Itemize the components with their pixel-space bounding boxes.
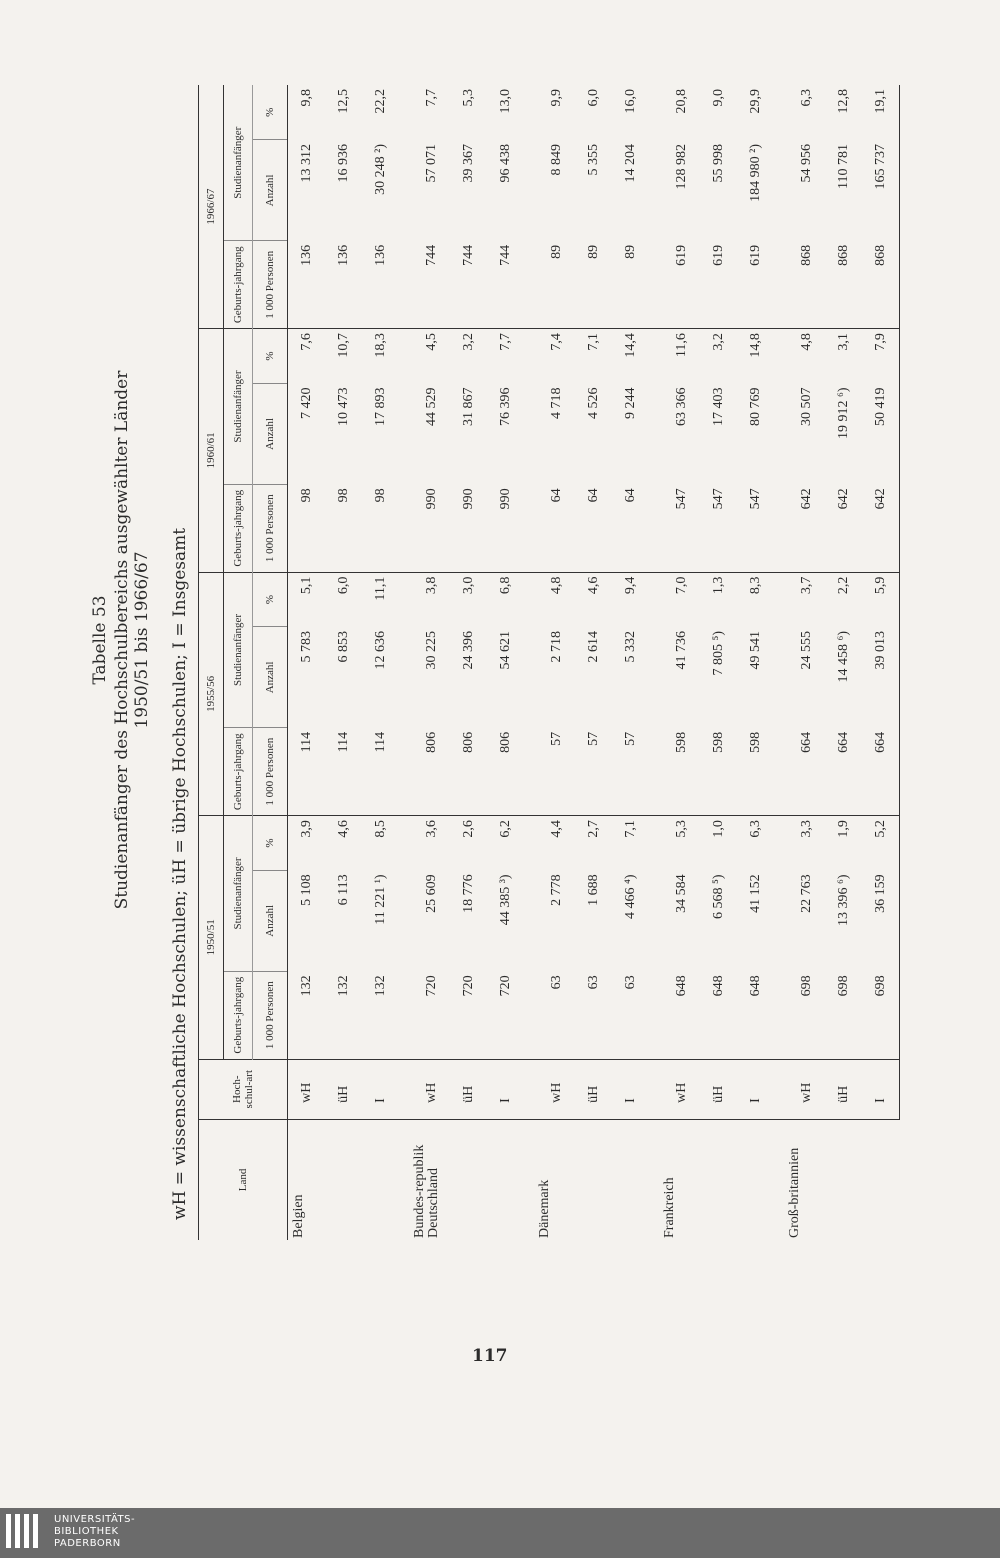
cell-personen: 64	[524, 484, 575, 572]
table-title: Studienanfänger des Hochschulbereichs ausgewählter Länder	[112, 370, 132, 910]
cell-hochschulart: wH	[524, 1059, 575, 1119]
cell-anzahl: 31 867	[460, 387, 476, 426]
cell-personen: 990	[487, 484, 524, 572]
cell-anzahl: 13 312	[298, 144, 314, 183]
cell-hochschulart: I	[862, 1059, 900, 1119]
cell-hochschulart: üH	[325, 1059, 362, 1119]
cell-personen: 136	[288, 241, 326, 329]
cell-personen: 598	[700, 728, 737, 816]
header-prozent: %	[253, 85, 288, 140]
cell-hochschulart: I	[737, 1059, 774, 1119]
cell-personen: 648	[700, 971, 737, 1059]
cell-personen: 89	[575, 241, 612, 329]
cell-anzahl: 44 529	[423, 387, 439, 426]
cell-prozent: 6,3	[747, 820, 763, 838]
cell-anzahl: 54 621	[497, 630, 513, 670]
cell-hochschulart: wH	[774, 1059, 825, 1119]
cell-personen: 98	[362, 484, 399, 572]
cell-personen: 698	[862, 971, 900, 1059]
cell-personen: 57	[612, 728, 649, 816]
cell-prozent: 6,0	[335, 576, 351, 595]
cell-personen: 57	[524, 728, 575, 816]
cell-anzahl: 2 718	[548, 630, 564, 663]
cell-prozent: 3,0	[460, 576, 476, 595]
cell-personen: 132	[362, 971, 399, 1059]
library-footer	[0, 1508, 1000, 1558]
header-personen: 1 000 Personen	[253, 971, 288, 1059]
cell-prozent: 12,5	[335, 89, 351, 114]
cell-prozent: 7,6	[298, 333, 314, 351]
cell-prozent: 3,9	[298, 820, 314, 838]
header-prozent: %	[253, 816, 288, 871]
cell-personen: 619	[700, 241, 737, 329]
cell-prozent: 11,1	[372, 576, 388, 601]
cell-prozent: 8,5	[372, 820, 388, 838]
cell-anzahl: 165 737	[862, 140, 900, 241]
cell-prozent: 12,8	[835, 89, 851, 114]
cell-prozent: 7,1	[585, 333, 601, 351]
cell-personen: 642	[862, 484, 900, 572]
cell-personen: 744	[399, 241, 450, 329]
cell-prozent: 3,1	[835, 333, 851, 351]
cell-personen: 114	[288, 728, 326, 816]
cell-anzahl: 5 332	[622, 630, 638, 663]
cell-prozent: 7,1	[622, 820, 638, 838]
cell-prozent: 7,0	[673, 576, 689, 595]
cell-anzahl: 24 555	[798, 630, 814, 670]
header-year-1960: 1960/61	[199, 329, 224, 572]
cell-anzahl: 7 805 ⁵)	[710, 630, 726, 676]
header-studienanfaenger: Studienanfänger	[224, 572, 253, 728]
cell-hochschulart: wH	[399, 1059, 450, 1119]
cell-anzahl: 14 458 ⁶)	[835, 630, 851, 683]
cell-prozent: 4,5	[423, 333, 439, 351]
table-row	[612, 85, 649, 1240]
cell-personen: 868	[774, 241, 825, 329]
cell-anzahl: 76 396	[497, 387, 513, 426]
table-row	[325, 85, 362, 1240]
cell-prozent: 29,9	[747, 89, 763, 114]
cell-prozent: 4,6	[335, 820, 351, 838]
cell-personen: 89	[524, 241, 575, 329]
cell-anzahl: 6 113	[335, 874, 351, 906]
cell-anzahl: 1 688	[585, 874, 601, 906]
cell-personen: 64	[575, 484, 612, 572]
header-hochschulart: Hoch-schul-art	[199, 1059, 288, 1119]
table-row	[700, 85, 737, 1240]
table-row	[825, 85, 862, 1240]
table-row	[399, 85, 450, 1240]
cell-prozent: 4,4	[548, 820, 564, 838]
cell-personen: 990	[450, 484, 487, 572]
cell-prozent: 7,9	[862, 329, 900, 384]
cell-prozent: 3,2	[460, 333, 476, 351]
cell-personen: 547	[649, 484, 700, 572]
cell-personen: 619	[649, 241, 700, 329]
cell-hochschulart: üH	[700, 1059, 737, 1119]
cell-personen: 598	[649, 728, 700, 816]
cell-prozent: 7,7	[423, 89, 439, 107]
cell-prozent: 19,1	[862, 85, 900, 140]
cell-prozent: 14,8	[747, 333, 763, 358]
cell-personen: 136	[325, 241, 362, 329]
header-geburtsjahrgang: Geburts-jahrgang	[224, 971, 253, 1059]
cell-land: Belgien	[291, 1194, 306, 1238]
cell-anzahl: 2 778	[548, 874, 564, 906]
cell-anzahl: 80 769	[747, 387, 763, 426]
cell-anzahl: 34 584	[673, 874, 689, 913]
cell-anzahl: 12 636	[372, 630, 388, 670]
cell-anzahl: 19 912 ⁶)	[835, 387, 851, 440]
cell-prozent: 6,2	[497, 820, 513, 838]
header-studienanfaenger: Studienanfänger	[224, 816, 253, 972]
header-personen: 1 000 Personen	[253, 484, 288, 572]
cell-personen: 698	[825, 971, 862, 1059]
header-year-1950: 1950/51	[199, 816, 224, 1059]
cell-anzahl: 96 438	[497, 144, 513, 183]
table-row	[487, 85, 524, 1240]
cell-anzahl: 17 893	[372, 387, 388, 426]
cell-prozent: 16,0	[622, 89, 638, 114]
cell-personen: 132	[288, 971, 326, 1059]
cell-land: Frankreich	[662, 1177, 677, 1238]
cell-anzahl: 128 982	[673, 144, 689, 190]
cell-anzahl: 30 248 ²)	[372, 144, 388, 195]
header-land: Land	[199, 1119, 288, 1240]
table-body	[288, 85, 900, 1240]
header-anzahl: Anzahl	[253, 383, 288, 484]
cell-anzahl: 4 466 ⁴)	[622, 874, 638, 919]
header-anzahl: Anzahl	[253, 140, 288, 241]
cell-anzahl: 6 853	[335, 630, 351, 663]
cell-prozent: 5,9	[862, 572, 900, 627]
page-number: 117	[472, 1346, 508, 1366]
cell-personen: 744	[450, 241, 487, 329]
header-studienanfaenger: Studienanfänger	[224, 85, 253, 241]
header-prozent: %	[253, 572, 288, 627]
cell-anzahl: 24 396	[460, 630, 476, 670]
cell-anzahl: 57 071	[423, 144, 439, 183]
cell-prozent: 9,8	[298, 89, 314, 107]
table-row	[862, 85, 900, 1240]
table-row	[362, 85, 399, 1240]
header-anzahl: Anzahl	[253, 627, 288, 728]
cell-anzahl: 110 781	[835, 144, 851, 189]
cell-hochschulart: üH	[825, 1059, 862, 1119]
cell-anzahl: 184 980 ²)	[747, 144, 763, 202]
table-legend: wH = wissenschaftliche Hochschulen; üH = übrige Hochschulen; I = Insgesamt	[170, 527, 190, 1220]
cell-anzahl: 30 507	[798, 387, 814, 426]
cell-prozent: 8,3	[747, 576, 763, 595]
cell-personen: 63	[575, 971, 612, 1059]
cell-personen: 720	[399, 971, 450, 1059]
cell-personen: 698	[774, 971, 825, 1059]
cell-anzahl: 10 473	[335, 387, 351, 426]
cell-anzahl: 4 526	[585, 387, 601, 419]
header-studienanfaenger: Studienanfänger	[224, 329, 253, 485]
cell-personen: 98	[325, 484, 362, 572]
cell-hochschulart: wH	[288, 1059, 326, 1119]
cell-personen: 990	[399, 484, 450, 572]
header-year-1966: 1966/67	[199, 85, 224, 329]
cell-anzahl: 36 159	[862, 870, 900, 971]
cell-prozent: 6,8	[497, 576, 513, 595]
cell-personen: 664	[825, 728, 862, 816]
cell-personen: 806	[487, 728, 524, 816]
rotated-table-block	[90, 40, 910, 1240]
cell-prozent: 10,7	[335, 333, 351, 358]
cell-prozent: 2,6	[460, 820, 476, 838]
cell-prozent: 3,6	[423, 820, 439, 838]
cell-prozent: 14,4	[622, 333, 638, 358]
cell-anzahl: 2 614	[585, 630, 601, 663]
cell-prozent: 9,9	[548, 89, 564, 107]
cell-personen: 547	[737, 484, 774, 572]
cell-anzahl: 63 366	[673, 387, 689, 426]
cell-anzahl: 11 221 ¹)	[372, 874, 388, 925]
cell-hochschulart: I	[612, 1059, 649, 1119]
cell-prozent: 3,8	[423, 576, 439, 595]
cell-personen: 744	[487, 241, 524, 329]
table-row	[649, 85, 700, 1240]
table-row	[737, 85, 774, 1240]
cell-hochschulart: üH	[450, 1059, 487, 1119]
cell-personen: 64	[612, 484, 649, 572]
cell-prozent: 3,7	[798, 576, 814, 595]
cell-anzahl: 17 403	[710, 387, 726, 426]
cell-anzahl: 6 568 ⁵)	[710, 874, 726, 919]
cell-prozent: 20,8	[673, 89, 689, 114]
header-prozent: %	[253, 329, 288, 384]
cell-anzahl: 54 956	[798, 144, 814, 183]
library-name: UNIVERSITÄTS- BIBLIOTHEK PADERBORN	[54, 1514, 136, 1549]
table-row	[774, 85, 825, 1240]
cell-land: Dänemark	[537, 1179, 552, 1238]
table-row	[524, 85, 575, 1240]
cell-anzahl: 30 225	[423, 630, 439, 670]
cell-land: Bundes-republik Deutschland	[412, 1144, 441, 1238]
cell-personen: 720	[450, 971, 487, 1059]
cell-personen: 57	[575, 728, 612, 816]
cell-personen: 648	[737, 971, 774, 1059]
table-period: 1950/51 bis 1966/67	[132, 551, 152, 729]
cell-anzahl: 39 367	[460, 144, 476, 183]
table-number: Tabelle 53	[90, 595, 110, 685]
cell-prozent: 9,0	[710, 89, 726, 107]
cell-anzahl: 49 541	[747, 630, 763, 670]
cell-prozent: 5,1	[298, 576, 314, 595]
header-geburtsjahrgang: Geburts-jahrgang	[224, 728, 253, 816]
cell-prozent: 7,4	[548, 333, 564, 351]
cell-personen: 720	[487, 971, 524, 1059]
table-row	[450, 85, 487, 1240]
cell-prozent: 5,3	[460, 89, 476, 107]
cell-personen: 648	[649, 971, 700, 1059]
cell-anzahl: 39 013	[862, 627, 900, 728]
cell-personen: 132	[325, 971, 362, 1059]
header-geburtsjahrgang: Geburts-jahrgang	[224, 241, 253, 329]
header-year-1955: 1955/56	[199, 572, 224, 815]
cell-anzahl: 5 108	[298, 874, 314, 906]
cell-prozent: 1,9	[835, 820, 851, 838]
cell-anzahl: 5 783	[298, 630, 314, 663]
cell-prozent: 2,7	[585, 820, 601, 838]
cell-anzahl: 7 420	[298, 387, 314, 419]
header-personen: 1 000 Personen	[253, 728, 288, 816]
cell-personen: 868	[825, 241, 862, 329]
cell-prozent: 5,3	[673, 820, 689, 838]
cell-anzahl: 44 385 ³)	[497, 874, 513, 926]
cell-prozent: 4,8	[798, 333, 814, 351]
cell-anzahl: 9 244	[622, 387, 638, 419]
cell-anzahl: 25 609	[423, 874, 439, 913]
cell-personen: 642	[774, 484, 825, 572]
header-anzahl: Anzahl	[253, 870, 288, 971]
cell-anzahl: 22 763	[798, 874, 814, 913]
cell-personen: 664	[862, 728, 900, 816]
cell-prozent: 4,8	[548, 576, 564, 595]
cell-prozent: 6,3	[798, 89, 814, 107]
cell-personen: 114	[325, 728, 362, 816]
cell-personen: 642	[825, 484, 862, 572]
cell-prozent: 11,6	[673, 333, 689, 358]
cell-personen: 547	[700, 484, 737, 572]
cell-prozent: 13,0	[497, 89, 513, 114]
cell-prozent: 7,7	[497, 333, 513, 351]
table-row	[575, 85, 612, 1240]
cell-land: Groß-britannien	[787, 1147, 802, 1238]
cell-prozent: 6,0	[585, 89, 601, 107]
cell-prozent: 3,3	[798, 820, 814, 838]
cell-anzahl: 41 152	[747, 874, 763, 913]
cell-personen: 806	[450, 728, 487, 816]
cell-personen: 98	[288, 484, 326, 572]
cell-anzahl: 13 396 ⁶)	[835, 874, 851, 926]
cell-anzahl: 8 849	[548, 144, 564, 176]
header-geburtsjahrgang: Geburts-jahrgang	[224, 484, 253, 572]
cell-anzahl: 50 419	[862, 383, 900, 484]
cell-personen: 136	[362, 241, 399, 329]
library-logo-icon	[6, 1514, 46, 1552]
cell-prozent: 1,0	[710, 820, 726, 838]
cell-anzahl: 5 355	[585, 144, 601, 176]
cell-personen: 63	[612, 971, 649, 1059]
cell-prozent: 2,2	[835, 576, 851, 595]
cell-hochschulart: üH	[575, 1059, 612, 1119]
cell-personen: 63	[524, 971, 575, 1059]
cell-hochschulart: I	[487, 1059, 524, 1119]
cell-prozent: 3,2	[710, 333, 726, 351]
cell-personen: 598	[737, 728, 774, 816]
header-personen: 1 000 Personen	[253, 241, 288, 329]
cell-personen: 114	[362, 728, 399, 816]
cell-prozent: 1,3	[710, 576, 726, 595]
cell-personen: 619	[737, 241, 774, 329]
cell-hochschulart: I	[362, 1059, 399, 1119]
cell-prozent: 9,4	[622, 576, 638, 595]
cell-hochschulart: wH	[649, 1059, 700, 1119]
cell-prozent: 4,6	[585, 576, 601, 595]
cell-prozent: 18,3	[372, 333, 388, 358]
cell-anzahl: 55 998	[710, 144, 726, 183]
cell-prozent: 22,2	[372, 89, 388, 114]
cell-personen: 664	[774, 728, 825, 816]
cell-anzahl: 18 776	[460, 874, 476, 913]
cell-anzahl: 14 204	[622, 144, 638, 183]
cell-personen: 868	[862, 241, 900, 329]
cell-anzahl: 4 718	[548, 387, 564, 419]
cell-personen: 806	[399, 728, 450, 816]
data-table	[198, 85, 900, 1240]
cell-anzahl: 16 936	[335, 144, 351, 183]
cell-prozent: 5,2	[862, 816, 900, 871]
cell-anzahl: 41 736	[673, 630, 689, 670]
table-row	[288, 85, 326, 1240]
cell-personen: 89	[612, 241, 649, 329]
